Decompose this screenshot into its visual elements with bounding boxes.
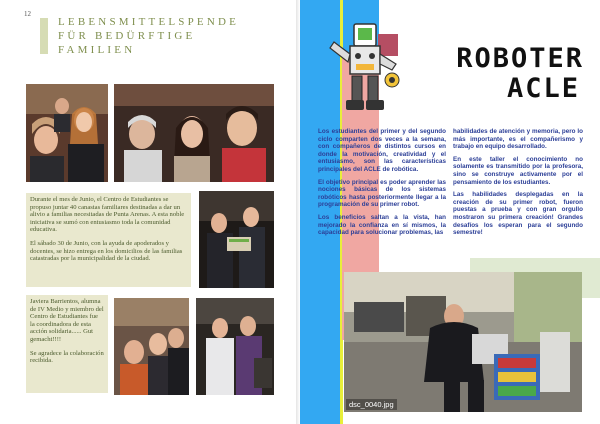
paragraph-coordinator: Javiera Barrientos, alumna de IV Medio y miembro del Centro de Estudiantes fue la coordinadora de esta acción solidaria...... Gut gemacht!!!! [30, 298, 104, 343]
robot-illustration [326, 20, 406, 116]
robotics-paragraph-6: Las habilidades desplegadas en la creación de su primer robot, fueron puestas a prueba y con gran orgullo mostraron su primera creación! Grandes desafíos los esperan para el segundo semestre! [453, 191, 583, 237]
right-page [300, 0, 600, 424]
title-accent-bar [40, 18, 48, 54]
paragraph-donation-intro: Durante el mes de Junio, el Centro de Estudiantes se propuso juntar 40 canastas familiares destinadas a dar un alivio a familias necesitadas de Punta Arenas. A esta noble iniciativa se sumó con entusiasmo toda la comunidad educativa. [30, 196, 185, 234]
title-line-2: FÜR BEDÜRFTIGE [58, 30, 196, 42]
robotics-paragraph-3: Los beneficios saltan a la vista, han mejorado la confianza en sí mismos, la capacidad para solucionar problemas, las [318, 213, 446, 237]
paragraph-thanks: Se agradece la colaboración recibida. [30, 349, 104, 365]
photo-selfie-group [114, 84, 274, 182]
robotics-column-1 [318, 128, 446, 242]
photo-students-box [199, 191, 274, 288]
photo-two-women [196, 298, 274, 395]
robot-title-line-1: ROBOTER [456, 43, 584, 74]
robot-title [408, 44, 598, 104]
photo-caption: dsc_0040.jpg [346, 399, 397, 410]
robot-title-line-2: ACLE [506, 73, 580, 104]
photo-robotics-classroom [344, 272, 582, 412]
robotics-paragraph-1: Los estudiantes del primer y del segundo ciclo comparten dos veces a la semana, con compañeros de distintos cursos en donde la motivación, creatividad y el entusiasmo, son las características principales del ACLE de robótica. [318, 128, 446, 173]
photo-group-women [26, 84, 108, 182]
text-box-coordinator [26, 295, 108, 393]
title-line-3: FAMILIEN [58, 44, 136, 56]
robotics-paragraph-4: habilidades de atención y memoria, pero lo más importante, es el compañerismo y trabajo en equipo desarrollado. [453, 128, 583, 151]
photo-women-group [114, 298, 189, 395]
article-title [58, 15, 239, 57]
robotics-column-2 [453, 128, 583, 242]
text-box-donation [26, 193, 191, 287]
page-number: 12 [24, 10, 31, 18]
robotics-paragraph-5: En este taller el conocimiento no solamente es transmitido por la profesora, sino se construye activamente por el pensamiento de los estudiantes. [453, 155, 583, 186]
paragraph-donation-delivery: El sábado 30 de Junio, con la ayuda de apoderados y docentes, se hizo entrega en los domicilios de las familias catastradas por la municipalidad de la ciudad. [30, 239, 183, 263]
robotics-paragraph-2: El objetivo principal es poder aprender las nociones básicas de los sistemas robóticos hasta posteriormente llegar a la programación de su primer robot. [318, 178, 446, 209]
title-line-1: LEBENSMITTELSPENDE [58, 16, 240, 28]
